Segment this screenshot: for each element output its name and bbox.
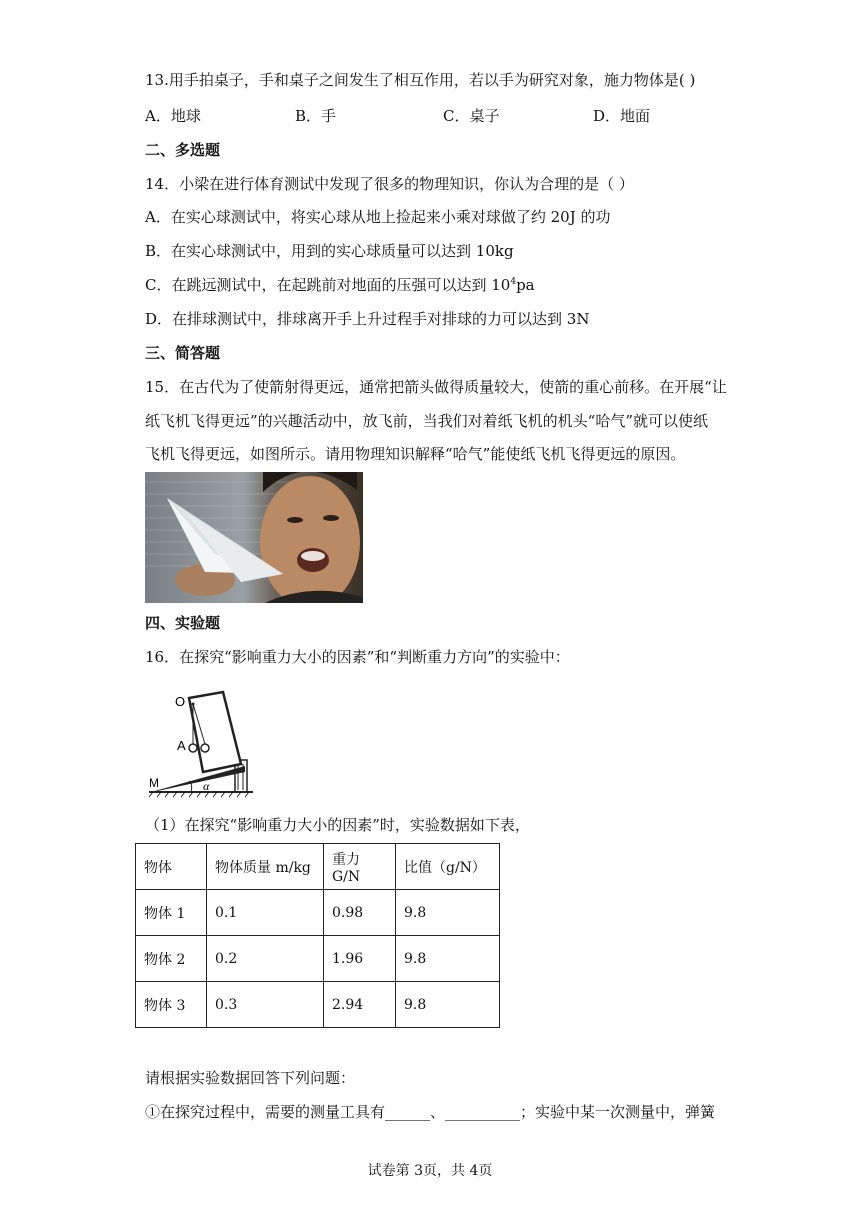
q16-subquestion-1: ①在探究过程中，需要的测量工具有______、__________；实验中某一次测量中，弹簧 — [145, 1103, 716, 1121]
label-a: A — [177, 738, 186, 753]
q15-line-3: 飞机飞得更远，如图所示。请用物理知识解释“哈气”能使纸飞机飞得更远的原因。 — [145, 445, 686, 463]
label-m: M — [149, 776, 159, 790]
table-cell: 1.96 — [324, 936, 396, 982]
q14-option-c-text: C．在跳远测试中，在起跳前对地面的压强可以达到 10 — [145, 276, 511, 294]
table-cell: 物体 1 — [136, 890, 207, 936]
table-cell: 0.3 — [207, 982, 324, 1028]
q13-option-d: D．地面 — [593, 107, 651, 125]
q15-line-2: 纸飞机飞得更远”的兴趣活动中，放飞前，当我们对着纸飞机的机头“哈气”就可以使纸 — [145, 412, 709, 430]
table-header-cell: 物体质量 m/kg — [207, 844, 324, 890]
q16-stem: 16．在探究“影响重力大小的因素”和“判断重力方向”的实验中： — [145, 648, 570, 666]
q14-option-d: D．在排球测试中，排球离开手上升过程手对排球的力可以达到 3N — [145, 310, 590, 328]
table-header-cell: 重力 G/N — [324, 844, 396, 890]
section-heading-experiment: 四、实验题 — [145, 614, 221, 632]
q14-option-c-exponent: 4 — [510, 277, 517, 287]
table-cell: 2.94 — [324, 982, 396, 1028]
section-heading-multiple-choice: 二、多选题 — [145, 141, 221, 159]
table-row — [136, 982, 500, 1028]
label-alpha: α — [203, 779, 210, 793]
q14-option-b: B．在实心球测试中，用到的实心球质量可以达到 10kg — [145, 242, 514, 260]
table-cell: 9.8 — [396, 982, 500, 1028]
q13-stem: 13.用手拍桌子，手和桌子之间发生了相互作用，若以手为研究对象，施力物体是( ) — [145, 71, 696, 89]
table-header-cell: 物体 — [136, 844, 207, 890]
table-cell: 物体 3 — [136, 982, 207, 1028]
table-cell: 9.8 — [396, 890, 500, 936]
q13-option-a: A．地球 — [145, 107, 201, 125]
table-cell: 0.2 — [207, 936, 324, 982]
gravity-direction-figure — [145, 680, 257, 798]
table-cell: 0.98 — [324, 890, 396, 936]
gravity-data-table — [135, 843, 500, 1028]
q13-option-b: B．手 — [295, 107, 337, 125]
table-cell: 9.8 — [396, 936, 500, 982]
q14-option-c — [145, 275, 535, 295]
q14-option-c-unit: pa — [516, 276, 535, 294]
paper-airplane-photo — [145, 472, 363, 603]
table-row — [136, 890, 500, 936]
q14-option-a: A．在实心球测试中，将实心球从地上捡起来小乘对球做了约 20J 的功 — [145, 208, 611, 226]
table-cell: 0.1 — [207, 890, 324, 936]
label-o: O — [175, 694, 186, 709]
table-row — [136, 936, 500, 982]
section-heading-short-answer: 三、简答题 — [145, 344, 221, 362]
table-header-cell: 比值（g/N） — [396, 844, 500, 890]
q16-part-1: （1）在探究“影响重力大小的因素”时，实验数据如下表， — [145, 816, 530, 834]
q15-line-1: 15．在古代为了使箭射得更远，通常把箭头做得质量较大，使箭的重心前移。在开展“让 — [145, 378, 727, 396]
q16-prompt: 请根据实验数据回答下列问题： — [145, 1069, 356, 1087]
table-header-row — [136, 844, 500, 890]
page-footer: 试卷第 3页，共 4页 — [367, 1163, 493, 1179]
table-cell: 物体 2 — [136, 936, 207, 982]
q14-stem: 14．小梁在进行体育测试中发现了很多的物理知识，你认为合理的是（ ） — [145, 175, 634, 193]
q13-option-c: C．桌子 — [443, 107, 500, 125]
